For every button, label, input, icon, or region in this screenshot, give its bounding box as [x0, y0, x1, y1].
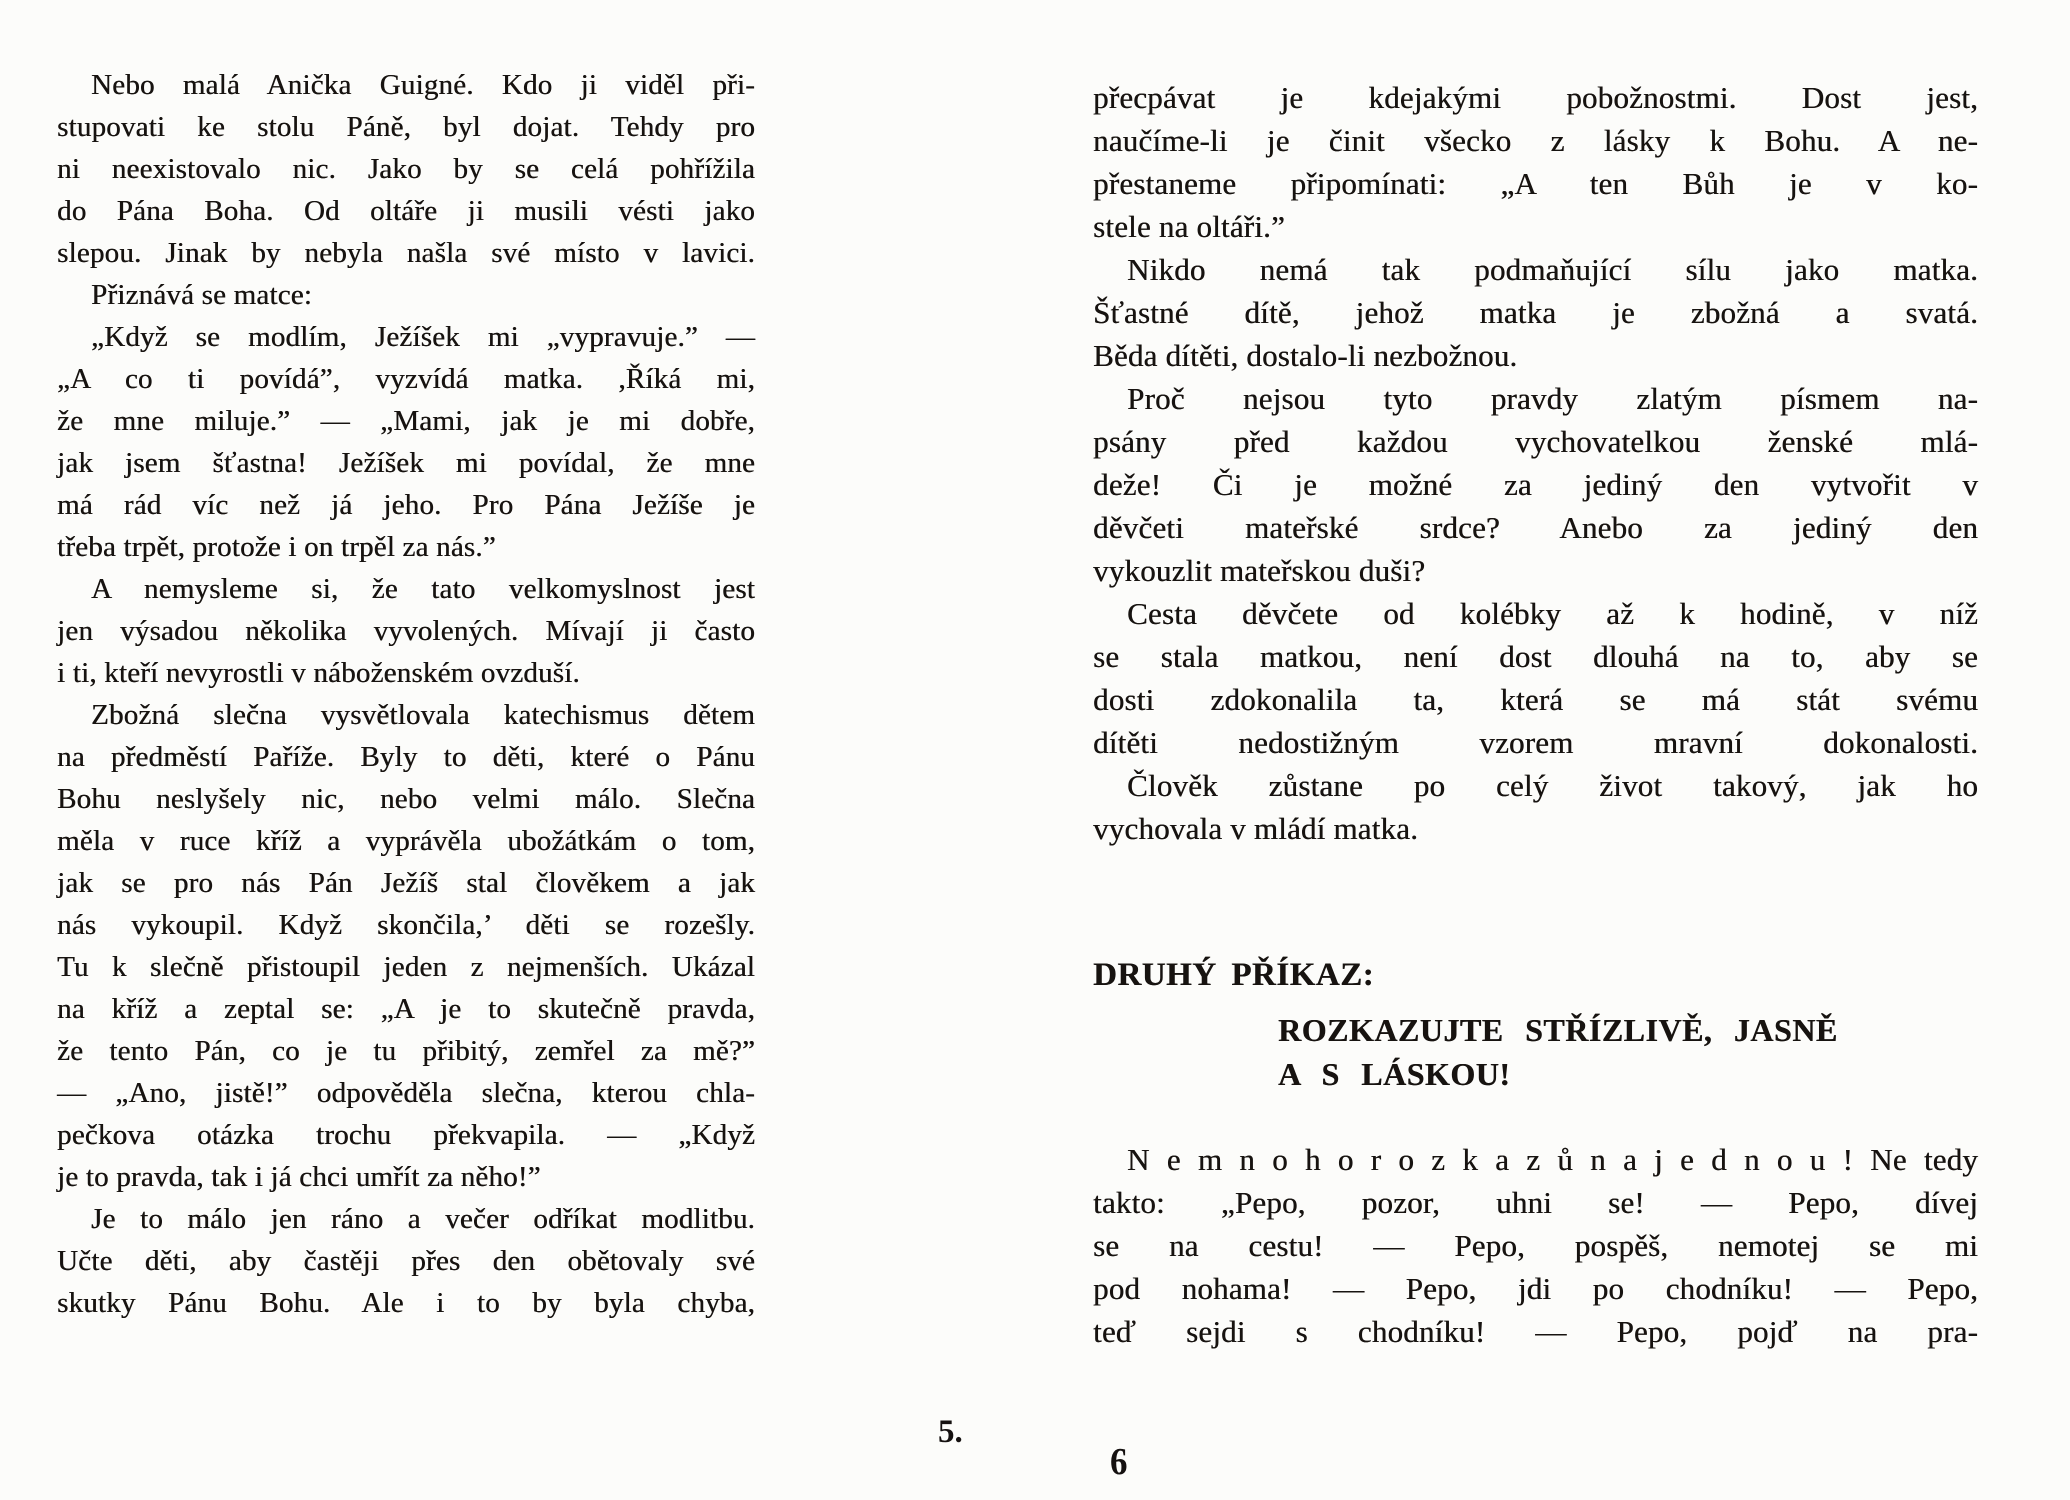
text-line: přestaneme připomínati: „A ten Bůh je v ko- — [1093, 166, 1978, 201]
text-line: Proč nejsou tyto pravdy zlatým písmem na- — [1127, 381, 1978, 416]
page-number-left: 5. — [938, 1414, 963, 1450]
text-line: deže! Či je možné za jediný den vytvořit v — [1093, 467, 1978, 502]
paragraph — [1093, 76, 1978, 248]
text-line: stele na oltáři.” — [1093, 209, 1285, 244]
text-line: do Pána Boha. Od oltáře ji musili vésti jako — [57, 195, 755, 227]
text-line: Zbožná slečna vysvětlovala katechismus dětem — [91, 699, 755, 731]
text-line: Šťastné dítě, jehož matka je zbožná a svatá. — [1093, 295, 1978, 330]
text-line: jak jsem šťastna! Ježíšek mi povídal, že mne — [57, 447, 755, 479]
text-line: vychovala v mládí matka. — [1093, 811, 1419, 846]
paragraph — [57, 64, 755, 274]
text-line: Nebo malá Anička Guigné. Kdo ji viděl při- — [91, 69, 755, 101]
text-line: teď sejdi s chodníku! — Pepo, pojď na pra- — [1093, 1314, 1978, 1349]
text-line: se na cestu! — Pepo, pospěš, nemotej se mi — [1093, 1228, 1978, 1263]
text-line: se stala matkou, není dost dlouhá na to, aby se — [1093, 639, 1978, 674]
text-line: vykouzlit mateřskou duši? — [1093, 553, 1426, 588]
text-line: Člověk zůstane po celý život takový, jak ho — [1127, 768, 1978, 803]
text-line: jak se pro nás Pán Ježíš stal člověkem a jak — [57, 867, 755, 899]
text-line: psány před každou vychovatelkou ženské mlá- — [1093, 424, 1978, 459]
paragraph — [57, 694, 755, 1198]
paragraph — [1093, 248, 1978, 377]
paragraph — [57, 568, 755, 694]
text-line: přecpávat je kdejakými pobožnostmi. Dost jest, — [1093, 80, 1978, 115]
text-line: takto: „Pepo, pozor, uhni se! — Pepo, dívej — [1093, 1185, 1978, 1220]
text-line: Tu k slečně přistoupil jeden z nejmenších. Ukázal — [57, 951, 755, 983]
text-line: Běda dítěti, dostalo-li nezbožnou. — [1093, 338, 1518, 373]
page-number-right: 6 — [1110, 1440, 1128, 1483]
text-line: — „Ano, jistě!” odpověděla slečna, kterou chla- — [57, 1077, 755, 1109]
text-line: N e m n o h o r o z k a z ů n a j e d n o u ! Ne tedy — [1127, 1142, 1978, 1177]
text-line: „Když se modlím, Ježíšek mi „vypravuje.” — — [91, 321, 755, 353]
text-line: skutky Pánu Bohu. Ale i to by byla chyba, — [57, 1287, 755, 1319]
left-page-text-column — [57, 64, 755, 1324]
text-line: „A co ti povídá”, vyzvídá matka. ,Říká mi, — [57, 363, 755, 395]
text-line: i ti, kteří nevyrostli v náboženském ovzduší. — [57, 657, 580, 689]
text-line: že tento Pán, co je tu přibitý, zemřel za mě?” — [57, 1035, 755, 1067]
text-line: Bohu neslyšely nic, nebo velmi málo. Slečna — [57, 783, 755, 815]
section-subheading-line: ROZKAZUJTE STŘÍZLIVĚ, JASNĚ — [1278, 1012, 1838, 1048]
text-line: pečkova otázka trochu překvapila. — „Když — [57, 1119, 755, 1151]
text-line: slepou. Jinak by nebyla našla své místo v lavici. — [57, 237, 755, 269]
text-line: Učte děti, aby častěji přes den obětovaly své — [57, 1245, 755, 1277]
paragraph — [1093, 764, 1978, 850]
text-line: Přiznává se matce: — [91, 279, 313, 311]
text-line: ni neexistovalo nic. Jako by se celá pohřížila — [57, 153, 755, 185]
section-heading: DRUHÝ PŘÍKAZ: — [1093, 957, 1375, 993]
section-subheading — [1278, 1008, 1978, 1096]
text-line: děvčeti mateřské srdce? Anebo za jediný den — [1093, 510, 1978, 545]
text-line: nás vykoupil. Když skončila,’ děti se rozešly. — [57, 909, 755, 941]
text-line: měla v ruce kříž a vyprávěla ubožátkám o tom, — [57, 825, 755, 857]
paragraph — [57, 274, 755, 316]
section-subheading-line: A S LÁSKOU! — [1278, 1056, 1511, 1092]
text-line: že mne miluje.” — „Mami, jak je mi dobře, — [57, 405, 755, 437]
text-line: Nikdo nemá tak podmaňující sílu jako matka. — [1127, 252, 1978, 287]
text-line: pod nohama! — Pepo, jdi po chodníku! — Pepo, — [1093, 1271, 1978, 1306]
paragraph — [1093, 377, 1978, 592]
paragraph — [1093, 592, 1978, 764]
text-line: je to pravda, tak i já chci umřít za něho!” — [57, 1161, 541, 1193]
paragraph — [57, 316, 755, 568]
text-line: naučíme-li je činit všecko z lásky k Bohu. A ne- — [1093, 123, 1978, 158]
text-line: má rád víc než já jeho. Pro Pána Ježíše je — [57, 489, 755, 521]
text-line: na předměstí Paříže. Byly to děti, které o Pánu — [57, 741, 755, 773]
text-line: Je to málo jen ráno a večer odříkat modlitbu. — [91, 1203, 755, 1235]
text-line: dosti zdokonalila ta, která se má stát svému — [1093, 682, 1978, 717]
text-line: na kříž a zeptal se: „A je to skutečně pravda, — [57, 993, 755, 1025]
right-page-text-column — [1093, 76, 1978, 1353]
text-line: A nemysleme si, že tato velkomyslnost jest — [91, 573, 755, 605]
text-line: Cesta děvčete od kolébky až k hodině, v níž — [1127, 596, 1978, 631]
text-line: třeba trpět, protože i on trpěl za nás.” — [57, 531, 496, 563]
paragraph — [57, 1198, 755, 1324]
text-line: dítěti nedostižným vzorem mravní dokonalosti. — [1093, 725, 1978, 760]
text-line: jen výsadou několika vyvolených. Mívají ji často — [57, 615, 755, 647]
paragraph — [1093, 1138, 1978, 1353]
text-line: stupovati ke stolu Páně, byl dojat. Tehdy pro — [57, 111, 755, 143]
